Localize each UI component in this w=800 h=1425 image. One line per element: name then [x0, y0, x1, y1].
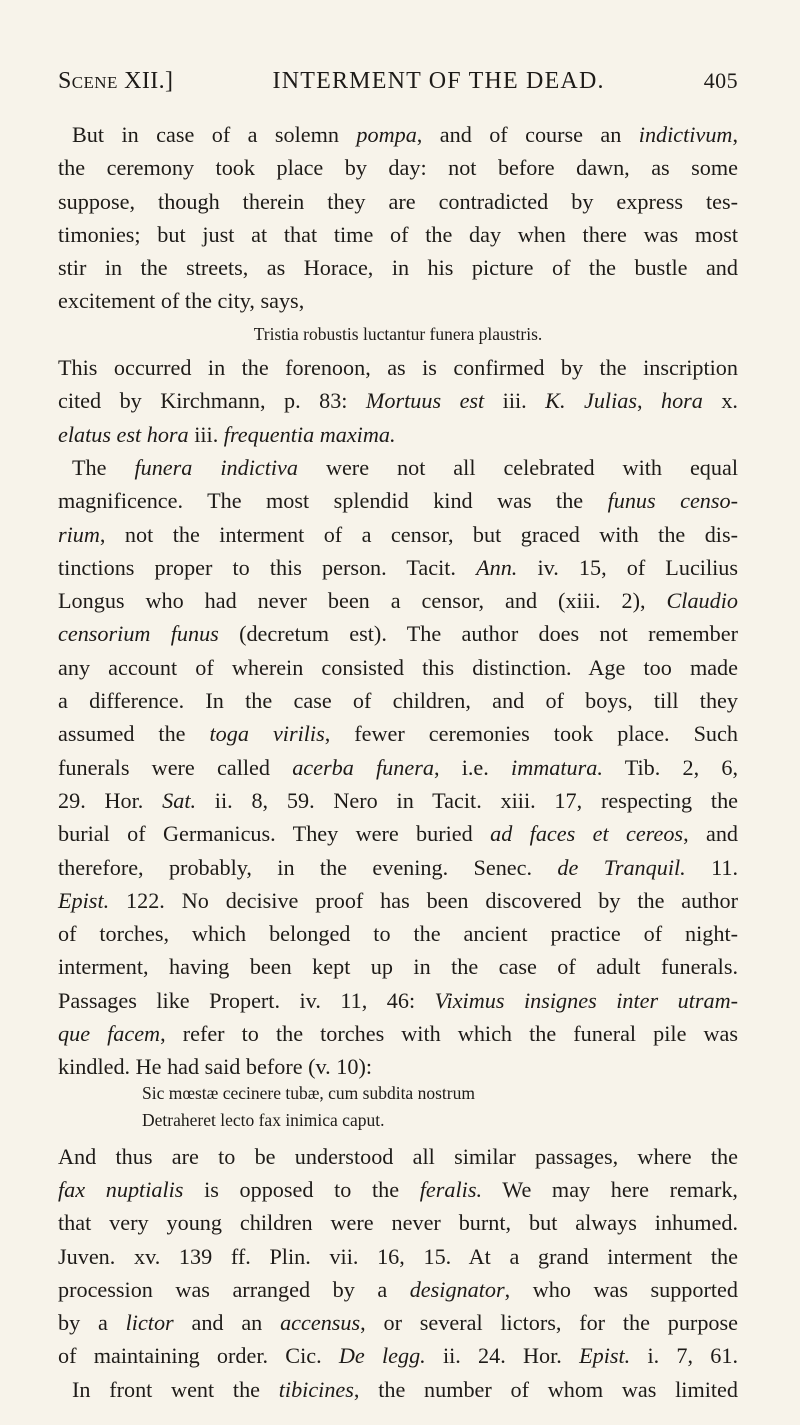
text-segment: This occurred in the forenoon, as is confirmed by the inscription [58, 355, 738, 381]
italic-text: Epist. [579, 1343, 631, 1369]
text-line [58, 1206, 738, 1239]
text-segment: tinctions proper to this person. Tacit. [58, 554, 477, 580]
text-segment: We may here remark, [482, 1176, 738, 1202]
italic-text: Sat. [162, 787, 197, 813]
italic-text: Claudio [666, 588, 738, 614]
text-line [58, 1140, 738, 1173]
italic-text: funus censo- [607, 488, 738, 514]
italic-text: acerba funera [292, 754, 434, 780]
text-line [58, 817, 738, 850]
text-segment: In front went the [72, 1376, 279, 1402]
italic-text: accensus [280, 1310, 361, 1336]
text-segment: , not the interment of a censor, but graced with the dis- [99, 521, 738, 547]
text-line [58, 717, 738, 750]
text-segment: , or several lictors, for the purpose [360, 1310, 738, 1336]
text-line [58, 1339, 738, 1372]
italic-text: Mortuus est [365, 388, 485, 414]
running-head [58, 66, 738, 96]
text-segment: procession was arranged by a [58, 1276, 410, 1302]
text-line [58, 151, 738, 184]
text-segment: Passages like Propert. iv. 11, 46: [58, 987, 435, 1013]
text-segment: And thus are to be understood all similar passages, where the [58, 1143, 738, 1169]
text-line [58, 418, 738, 451]
text-segment: , refer to the torches with which the funeral pile was [160, 1021, 739, 1047]
italic-text: de Tranquil. [557, 854, 686, 880]
text-segment: i. 7, 61. [630, 1343, 738, 1369]
text-segment: funerals were called [58, 754, 293, 780]
text-line [58, 284, 738, 317]
text-segment: a difference. In the case of children, and of boys, till they [58, 688, 738, 714]
text-segment: , i.e. [433, 754, 512, 780]
text-segment: , [636, 388, 661, 414]
text-segment: suppose, though therein they are contradicted by express tes- [58, 188, 738, 214]
text-segment: iii. [484, 388, 546, 414]
body-text [58, 118, 738, 1406]
text-segment: The [72, 454, 135, 480]
text-line [58, 518, 738, 551]
text-segment: ii. 8, 59. Nero in Tacit. xiii. 17, respecting the [196, 787, 739, 813]
italic-text: frequentia maxima. [223, 421, 396, 447]
text-line [58, 218, 738, 251]
text-segment: Detraheret lecto fax inimica caput. [142, 1109, 385, 1130]
text-segment: Juven. xv. 139 ff. Plin. vii. 16, 15. At a grand interment the [58, 1243, 738, 1269]
italic-text: rium [58, 521, 100, 547]
italic-text: tibicines [278, 1376, 354, 1402]
italic-text: ad faces et cereos [490, 821, 684, 847]
text-segment: Sic mœstæ cecinere tubæ, cum subdita nostrum [142, 1082, 475, 1103]
text-line [58, 950, 738, 983]
text-line [58, 751, 738, 784]
text-segment: of torches, which belonged to the ancient practice of night- [58, 921, 738, 947]
text-segment: therefore, probably, in the evening. Senec. [58, 854, 558, 880]
text-line [58, 1273, 738, 1306]
text-segment: , the number of whom was limited [353, 1376, 738, 1402]
book-page [58, 66, 738, 1406]
scene-label: Scene XII.] [58, 68, 174, 94]
italic-text: indictivum [638, 122, 733, 147]
text-segment: , who was supported [504, 1276, 738, 1302]
text-segment: of maintaining order. Cic. [58, 1343, 339, 1369]
text-line [58, 684, 738, 717]
text-line [58, 551, 738, 584]
text-segment: interment, having been kept up in the case of adult funerals. [58, 954, 738, 980]
text-segment: iii. [188, 421, 224, 447]
italic-text: elatus est hora [58, 421, 189, 447]
text-segment: x. [702, 388, 738, 414]
text-segment: were not all celebrated with equal [297, 454, 738, 480]
text-segment: assumed the [58, 721, 210, 747]
text-segment: Tib. 2, 6, [602, 754, 738, 780]
page-number: 405 [703, 68, 738, 93]
text-segment: ii. 24. Hor. [425, 1343, 580, 1369]
italic-text: K. Julias [545, 388, 637, 414]
text-segment: kindled. He had said before (v. 10): [58, 1054, 373, 1080]
italic-text: fax nuptialis [58, 1176, 184, 1202]
text-line [58, 1017, 738, 1050]
italic-text: De legg. [338, 1343, 426, 1369]
text-segment: magnificence. The most splendid kind was the [58, 488, 608, 514]
text-line [58, 884, 738, 917]
text-segment: 29. Hor. [58, 787, 163, 813]
text-line [58, 451, 738, 484]
text-segment: 11. [685, 854, 738, 880]
text-line [58, 1240, 738, 1273]
text-line [58, 185, 738, 218]
text-line [58, 1080, 738, 1107]
text-segment: timonies; but just at that time of the day when there was most [58, 221, 738, 247]
text-segment: and an [173, 1310, 281, 1336]
text-line [58, 584, 738, 617]
text-segment: excitement of the city, says, [58, 288, 305, 314]
italic-text: immatura. [511, 754, 603, 780]
text-segment: that very young children were never burnt, but always inhumed. [58, 1210, 738, 1236]
text-segment: 122. No decisive proof has been discovered by the author [109, 887, 738, 913]
text-line [58, 917, 738, 950]
italic-text: lictor [125, 1310, 174, 1336]
chapter-title: INTERMENT OF THE DEAD. [272, 68, 605, 94]
italic-text: Viximus insignes inter utram- [434, 987, 738, 1013]
text-line [58, 1306, 738, 1339]
text-segment: , and [683, 821, 739, 847]
text-segment: the ceremony took place by day: not before dawn, as some [58, 155, 738, 181]
text-line [58, 851, 738, 884]
text-line [58, 251, 738, 284]
text-segment: is opposed to the [183, 1176, 420, 1202]
italic-text: designator [409, 1276, 505, 1302]
text-segment: cited by Kirchmann, p. 83: [58, 388, 366, 414]
text-segment: , fewer ceremonies took place. Such [324, 721, 738, 747]
text-line [58, 318, 738, 351]
text-line [58, 617, 738, 650]
italic-text: toga virilis [209, 721, 325, 747]
text-segment: iv. 15, of Lucilius [517, 554, 739, 580]
text-segment: (decretum est). The author does not remember [218, 621, 738, 647]
text-line [58, 384, 738, 417]
text-line [58, 1050, 738, 1083]
italic-text: hora [660, 388, 703, 414]
text-segment: by a [58, 1310, 126, 1336]
text-segment: , [732, 122, 738, 147]
italic-text: feralis. [419, 1176, 483, 1202]
text-segment: Tristia robustis luctantur funera plaustris. [253, 323, 543, 344]
text-line [58, 651, 738, 684]
text-line [58, 118, 738, 151]
text-segment: Longus who had never been a censor, and (xiii. 2), [58, 588, 667, 614]
italic-text: que facem [58, 1021, 161, 1047]
italic-text: Ann. [476, 554, 518, 580]
text-line [58, 984, 738, 1017]
text-line [58, 784, 738, 817]
text-segment: burial of Germanicus. They were buried [58, 821, 491, 847]
text-line [58, 1373, 738, 1406]
text-segment: any account of wherein consisted this distinction. Age too made [58, 654, 738, 680]
italic-text: Epist. [58, 887, 110, 913]
text-segment: , and of course an [416, 122, 639, 147]
text-line [58, 484, 738, 517]
text-line [58, 351, 738, 384]
italic-text: funera indictiva [134, 454, 298, 480]
text-segment: But in case of a solemn [72, 122, 357, 147]
text-segment: stir in the streets, as Horace, in his picture of the bustle and [58, 255, 738, 281]
text-line [58, 1107, 738, 1134]
italic-text: pompa [356, 122, 417, 147]
text-line [58, 1173, 738, 1206]
italic-text: censorium funus [58, 621, 219, 647]
